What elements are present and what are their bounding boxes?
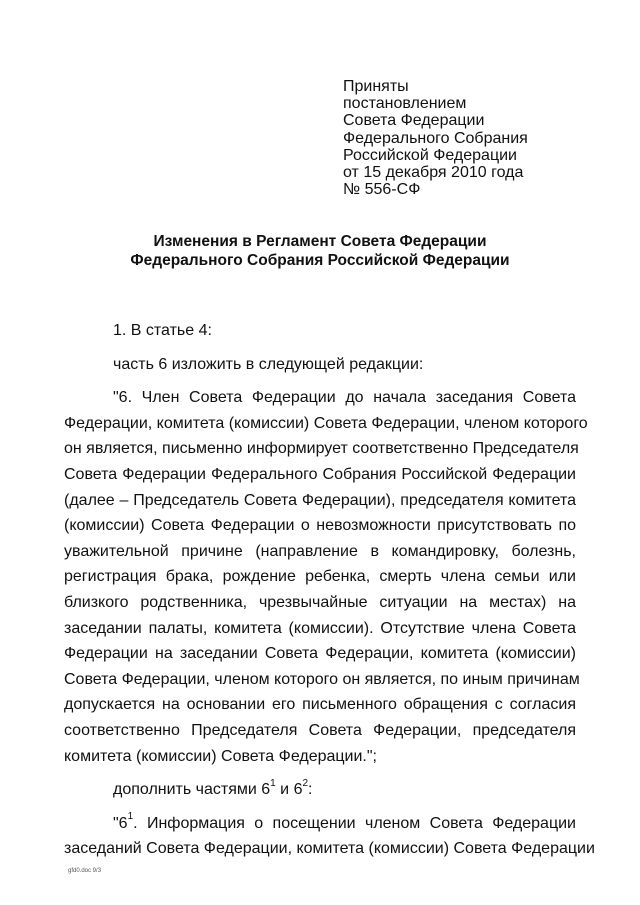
item-1-instruction: часть 6 изложить в следующей редакции: [113,355,424,373]
adoption-line: от 15 декабря 2010 года [343,164,524,182]
superscript: 2 [302,777,309,789]
paragraph-line: регистрация брака, рождение ребенка, смерть члена семьи или [64,568,576,586]
paragraph-line: он является, письменно информирует соответственно Председателя [64,440,579,458]
paragraph-line: Совета Федерации Федерального Собрания Российской Федерации [64,465,576,483]
paragraph-line: уважительной причине (направление в командировку, болезнь, [64,542,576,560]
paragraph-line: Федерации, комитета (комиссии) Совета Федерации, членом которого [64,414,588,432]
document-body [64,318,595,870]
paragraph-line: Совета Федерации, членом которого он является, по иным причинам [64,670,580,688]
paragraph-line: заседаний Совета Федерации, комитета (комиссии) Совета Федерации [64,840,595,858]
para61-line1: . Информация о посещении членом Совета Федерации [133,814,576,832]
paragraph-line [64,811,576,837]
add-parts-middle: и 6 [275,781,303,799]
add-parts-prefix: дополнить частями 6 [113,781,271,799]
paragraph-line: близкого родственника, чрезвычайные ситуации на местах) на [64,593,576,611]
paragraph-line: (далее – Председатель Совета Федерации), председателя комитета [64,491,576,509]
paragraph-line: "6. Член Совета Федерации до начала заседания Совета [113,389,576,407]
para61-prefix: "6 [113,814,128,832]
adoption-line: Приняты [343,78,409,95]
adoption-line: Российской Федерации [343,146,517,164]
add-parts-suffix: : [308,781,313,799]
document-title [0,232,640,270]
item-1: 1. В статье 4: [113,322,212,339]
adoption-line: Совета Федерации [343,112,485,130]
paragraph-line: Федерации на заседании Совета Федерации, комитета (комиссии) [64,645,576,663]
title-line-1: Изменения в Регламент Совета Федерации [153,233,487,250]
superscript: 1 [270,777,276,789]
paragraph-line: соответственно Председателя Совета Федерации, председателя [64,721,576,739]
title-line-2: Федерального Собрания Российской Федерации [130,252,510,269]
footer-filename: gfd0.doc 9/3 [68,868,102,874]
adoption-line: № 556-СФ [343,181,421,199]
paragraph-line: заседании палаты, комитета (комиссии). Отсутствие члена Совета [64,619,576,637]
paragraph-line: допускается на основании его письменного обращения с согласия [64,696,576,714]
paragraph-line: комитета (комиссии) Совета Федерации."; [64,747,377,765]
adoption-block [343,78,528,198]
adoption-line: постановлением [343,95,467,113]
paragraph-6-1 [64,811,595,862]
paragraph-6 [64,385,588,769]
superscript: 1 [127,811,134,823]
adoption-line: Федерального Собрания [343,129,528,147]
paragraph-line: (комиссии) Совета Федерации о невозможности присутствовать по [64,517,576,535]
add-parts-instruction [64,777,576,803]
